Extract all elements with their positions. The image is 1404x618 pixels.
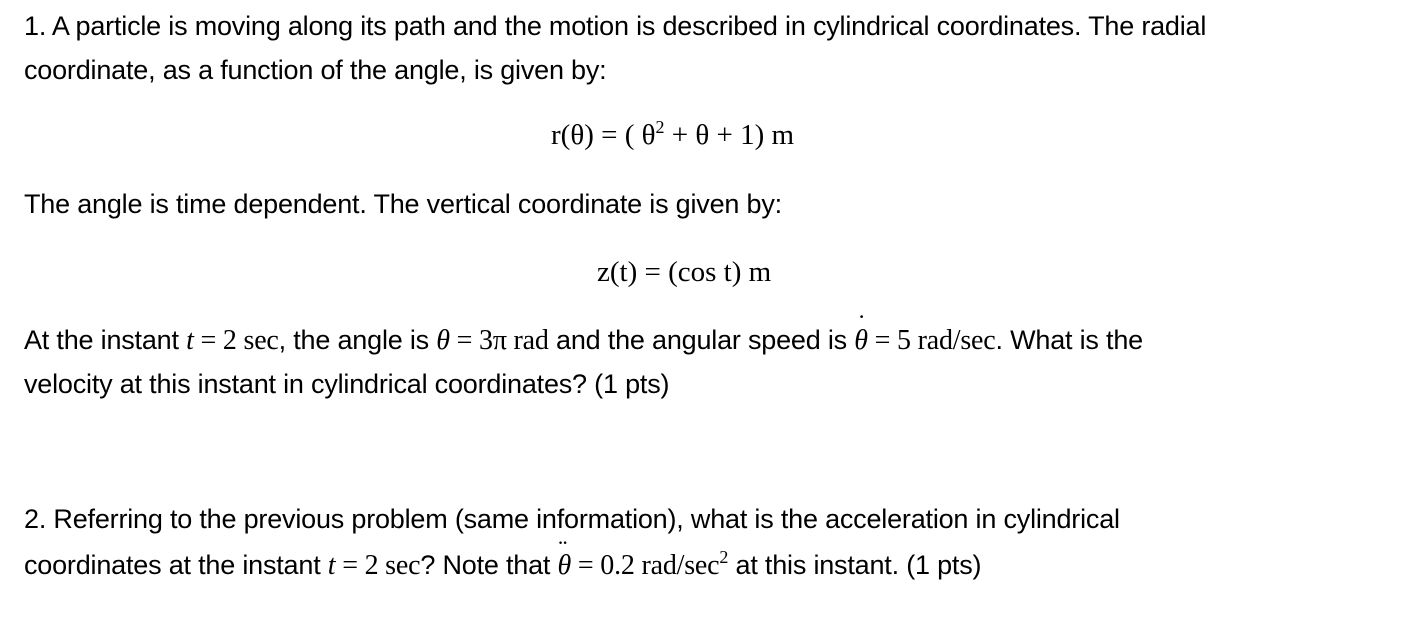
- angle-value: = 3π rad: [449, 325, 549, 356]
- line-4-text-a: At the instant: [24, 325, 187, 355]
- angular-speed-value: = 5 rad/sec: [867, 325, 996, 356]
- equation-vertical: z(t) = (cos t) m: [597, 256, 772, 288]
- problem-1-line-2: coordinate, as a function of the angle, is given by:: [24, 55, 607, 85]
- time-value: = 2 sec: [193, 325, 279, 356]
- problem-2-line-1: 2. Referring to the previous problem (same information), what is the acceleration in cylindrical: [24, 504, 1120, 534]
- equation-radial-lhs: r(θ) = ( θ: [551, 119, 656, 151]
- equation-radial-exponent: 2: [655, 117, 665, 137]
- p2-time-value: = 2 sec: [335, 550, 421, 581]
- line-4-text-e: and the angular speed is: [548, 325, 855, 355]
- angular-speed-variable: θ ˙: [854, 323, 868, 359]
- line-4-text-c: , the angle is: [278, 325, 437, 355]
- p2-text-e: at this instant. (1 pts): [728, 550, 982, 580]
- p2-text-c: ? Note that: [420, 550, 558, 580]
- problem-1-line-1: 1. A particle is moving along its path and the motion is described in cylindrical coordinates. The radial: [24, 11, 1207, 41]
- equation-radial-rhs: + θ + 1) m: [664, 119, 795, 151]
- angular-acceleration-variable: θ ¨: [558, 548, 572, 584]
- problem-1-line-3: The angle is time dependent. The vertical coordinate is given by:: [24, 189, 782, 219]
- time-variable: t: [186, 325, 194, 356]
- problem-1-line-4: [24, 322, 1143, 359]
- angle-variable: θ: [436, 325, 450, 356]
- problem-2-line-2: [24, 547, 981, 586]
- line-4-text-g: . What is the: [995, 325, 1143, 355]
- angular-acceleration-value: = 0.2 rad/sec: [571, 550, 720, 581]
- p2-text-a: coordinates at the instant: [24, 550, 328, 580]
- problem-1-line-5: velocity at this instant in cylindrical coordinates? (1 pts): [24, 369, 670, 399]
- p2-time-variable: t: [327, 550, 336, 581]
- angular-acceleration-exponent: 2: [719, 547, 729, 567]
- equation-radial: [551, 117, 794, 156]
